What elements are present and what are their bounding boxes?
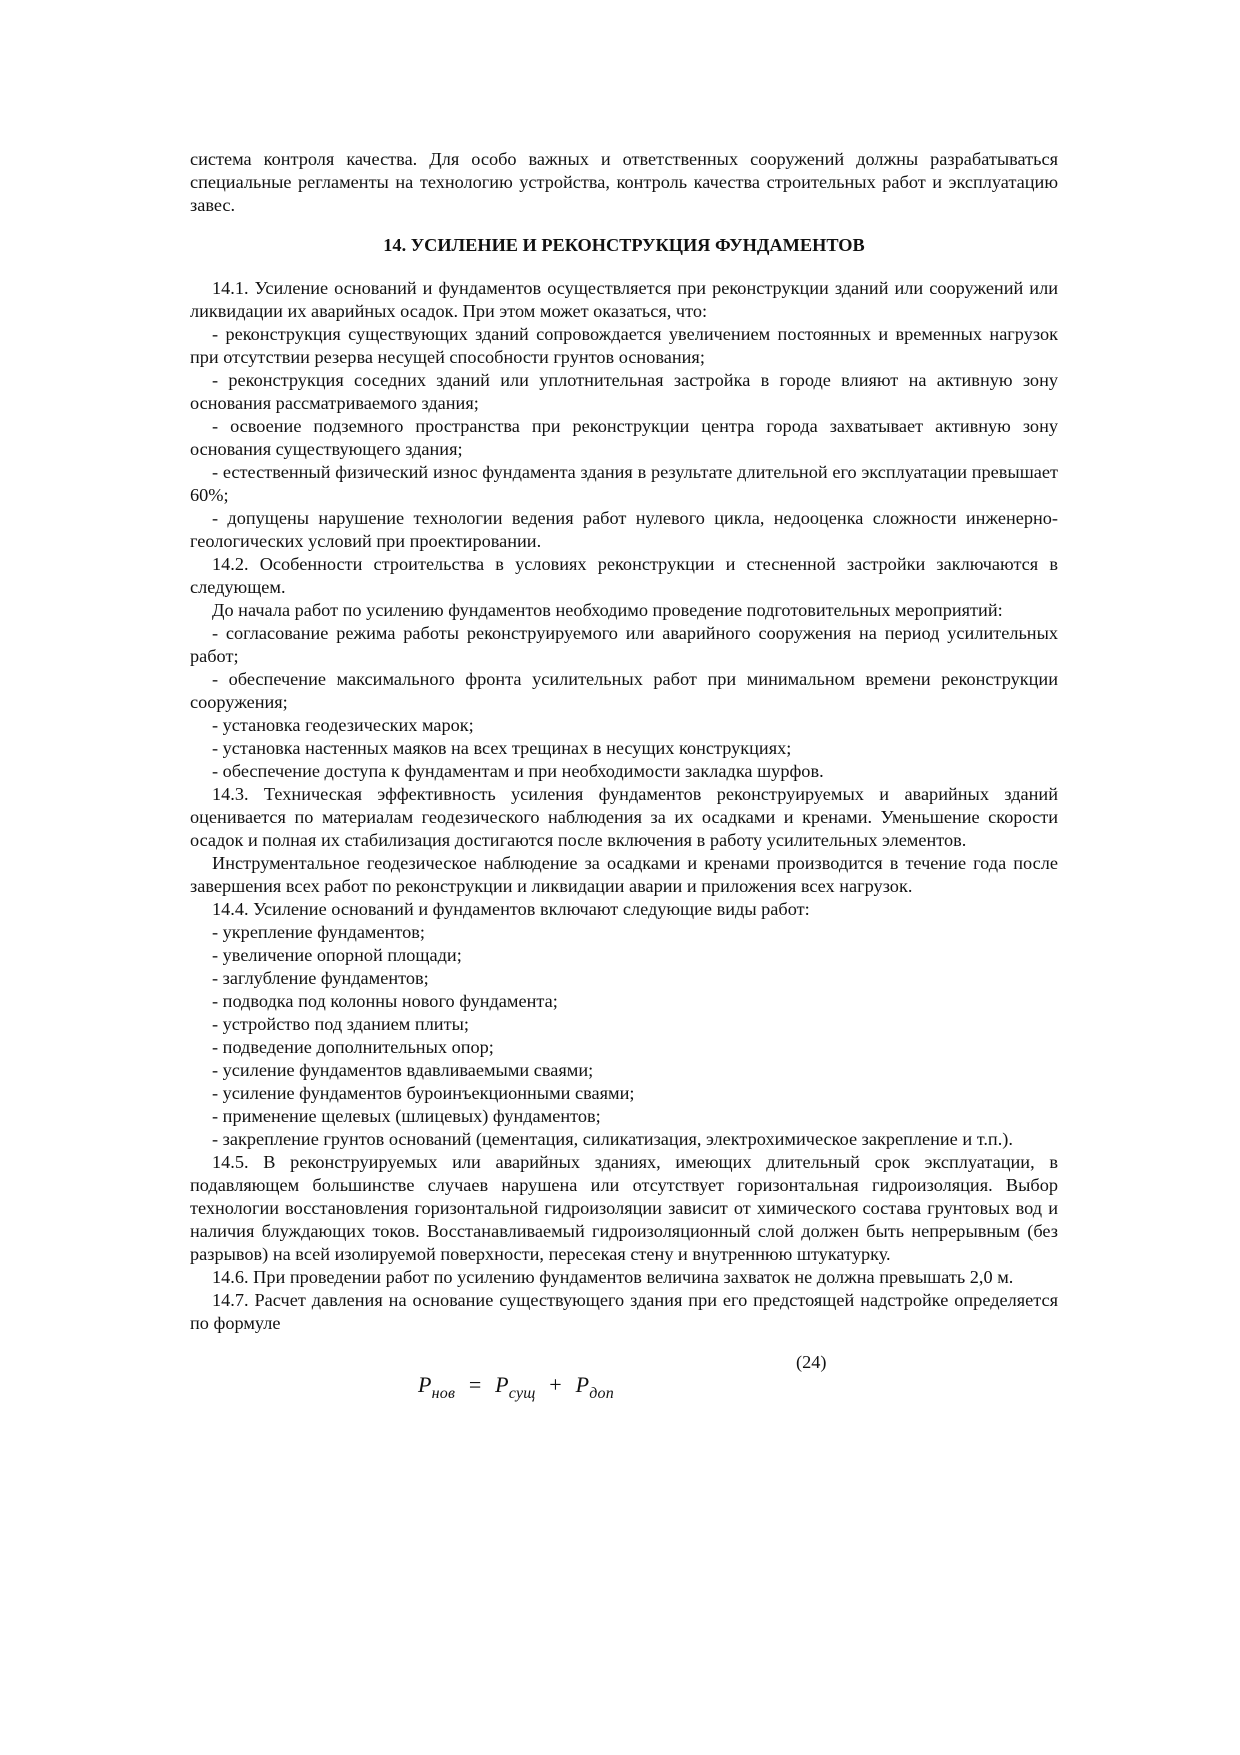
paragraph: - установка геодезических марок;: [212, 715, 474, 735]
paragraph: 14.3. Техническая эффективность усиления фундаментов реконструируемых и аварийных зданий оценивается по материалам геодезического наблюдения за их осадками и кренами. Уменьшение скорости осадок и полная их стабилизация достигаются после включения в работу усилительных элементов.: [190, 784, 1058, 850]
formula-block: [190, 1351, 1058, 1441]
paragraph: До начала работ по усилению фундаментов необходимо проведение подготовительных мероприятий:: [212, 600, 1003, 620]
paragraph: - согласование режима работы реконструируемого или аварийного сооружения на период усилительных работ;: [190, 623, 1058, 666]
paragraph: - реконструкция существующих зданий сопровождается увеличением постоянных и временных нагрузок при отсутствии резерва несущей способности грунтов основания;: [190, 324, 1058, 367]
paragraph: - освоение подземного пространства при реконструкции центра города захватывает активную зону основания существующего здания;: [190, 416, 1058, 459]
paragraph: - усиление фундаментов вдавливаемыми сваями;: [212, 1060, 594, 1080]
paragraph: - подводка под колонны нового фундамента;: [212, 991, 558, 1011]
paragraph: - естественный физический износ фундамента здания в результате длительной его эксплуатации превышает 60%;: [190, 462, 1058, 505]
paragraph: - установка настенных маяков на всех трещинах в несущих конструкциях;: [212, 738, 792, 758]
paragraph: - допущены нарушение технологии ведения работ нулевого цикла, недооценка сложности инженерно-геологических условий при проектировании.: [190, 508, 1058, 551]
paragraph: - подведение дополнительных опор;: [212, 1037, 494, 1057]
paragraph: 14.1. Усиление оснований и фундаментов осуществляется при реконструкции зданий или сооружений или ликвидации их аварийных осадок. При этом может оказаться, что:: [190, 278, 1058, 321]
paragraph: - обеспечение максимального фронта усилительных работ при минимальном времени реконструкции сооружения;: [190, 669, 1058, 712]
intro-paragraph: система контроля качества. Для особо важных и ответственных сооружений должны разрабатываться специальные регламенты на технологию устройства, контроль качества строительных работ и эксплуатацию завес.: [190, 149, 1058, 215]
section-title: 14. УСИЛЕНИЕ И РЕКОНСТРУКЦИЯ ФУНДАМЕНТОВ: [383, 235, 865, 255]
formula-term2-symbol: P: [575, 1372, 590, 1397]
formula-number: (24): [796, 1352, 827, 1372]
formula-term1-symbol: P: [495, 1372, 509, 1397]
paragraph: - устройство под зданием плиты;: [212, 1014, 469, 1034]
formula-term2-subscript: доп: [589, 1385, 614, 1402]
paragraph: 14.4. Усиление оснований и фундаментов включают следующие виды работ:: [212, 899, 810, 919]
formula: [418, 1373, 614, 1405]
paragraph: Инструментальное геодезическое наблюдение за осадками и кренами производится в течение года после завершения всех работ по реконструкции и ликвидации аварии и приложения всех нагрузок.: [190, 853, 1058, 896]
paragraph: - увеличение опорной площади;: [212, 945, 462, 965]
paragraph: - заглубление фундаментов;: [212, 968, 429, 988]
section-body: [190, 277, 1058, 1335]
formula-equals: =: [468, 1372, 482, 1397]
paragraph: 14.5. В реконструируемых или аварийных зданиях, имеющих длительный срок эксплуатации, в подавляющем большинстве случаев нарушена или отсутствует горизонтальная гидроизоляция. Выбор технологии восстановления горизонтальной гидроизоляции зависит от химического состава грунтовых вод и наличия блуждающих токов. Восстанавливаемый гидроизоляционный слой должен быть непрерывным (без разрывов) на всей изолируемой поверхности, пересекая стену и внутреннюю штукатурку.: [190, 1152, 1058, 1264]
paragraph: 14.2. Особенности строительства в условиях реконструкции и стесненной застройки заключаются в следующем.: [190, 554, 1058, 597]
paragraph: - применение щелевых (шлицевых) фундаментов;: [212, 1106, 601, 1126]
paragraph: - обеспечение доступа к фундаментам и при необходимости закладка шурфов.: [212, 761, 824, 781]
formula-plus: +: [549, 1372, 562, 1397]
paragraph: - закрепление грунтов оснований (цементация, силикатизация, электрохимическое закрепление и т.п.).: [212, 1129, 1013, 1149]
paragraph: 14.7. Расчет давления на основание существующего здания при его предстоящей надстройке определяется по формуле: [190, 1290, 1058, 1333]
formula-lhs-symbol: P: [418, 1372, 432, 1397]
document-page: [190, 148, 1058, 1441]
paragraph: - усиление фундаментов буроинъекционными сваями;: [212, 1083, 635, 1103]
paragraph: - реконструкция соседних зданий или уплотнительная застройка в городе влияют на активную зону основания рассматриваемого здания;: [190, 370, 1058, 413]
formula-term1-subscript: сущ: [508, 1385, 536, 1402]
formula-lhs-subscript: нов: [431, 1385, 456, 1402]
paragraph: - укрепление фундаментов;: [212, 922, 426, 942]
paragraph: 14.6. При проведении работ по усилению фундаментов величина захваток не должна превышать 2,0 м.: [212, 1267, 1014, 1287]
